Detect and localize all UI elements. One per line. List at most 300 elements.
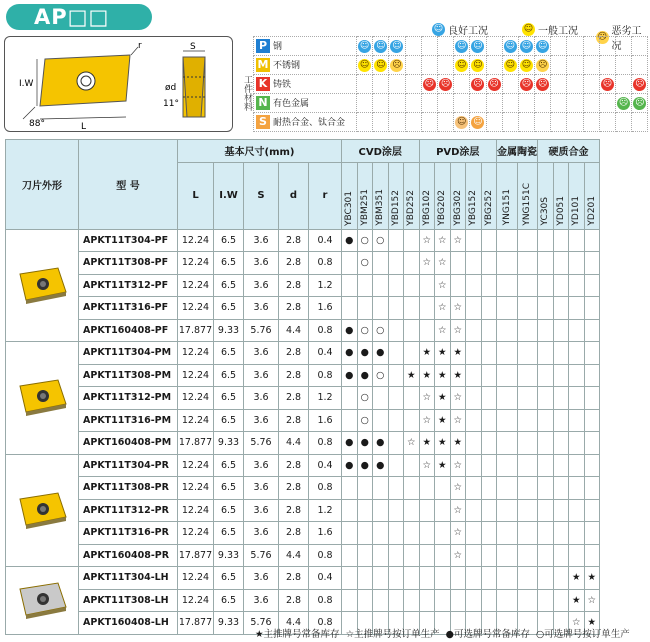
material-condition-cell: [502, 37, 518, 56]
grade-mark-cell: ★: [435, 432, 451, 455]
grade-mark-cell: [553, 477, 569, 500]
material-row: [254, 94, 648, 113]
l-label: L: [81, 122, 87, 132]
material-condition-cell: [567, 113, 583, 132]
dim-header: S: [244, 162, 279, 229]
dim-cell: 2.8: [279, 499, 309, 522]
grade-mark-cell: [388, 297, 404, 320]
model-cell: APKT11T316-PR: [79, 522, 178, 545]
grade-mark-cell: ☆: [435, 274, 451, 297]
material-letter: P: [256, 39, 270, 53]
lw-label: I.W: [19, 79, 34, 89]
grade-mark-cell: [388, 454, 404, 477]
grade-mark-cell: [466, 319, 482, 342]
grade-mark-cell: [388, 364, 404, 387]
grade-mark-cell: [404, 454, 420, 477]
grade-mark-cell: [388, 387, 404, 410]
grade-mark-cell: [357, 274, 373, 297]
good-condition-icon: ☺: [359, 40, 370, 51]
grade-mark-cell: ○: [373, 319, 389, 342]
grade-label: YD201: [586, 195, 597, 226]
grade-mark-cell: [497, 274, 518, 297]
dim-cell: 3.6: [244, 477, 279, 500]
shape-header: 刀片外形: [6, 140, 79, 230]
material-condition-cell: [535, 94, 551, 113]
table-row: [6, 342, 600, 365]
grade-mark-cell: [373, 589, 389, 612]
grade-mark-cell: [466, 342, 482, 365]
material-name: 有色金属: [273, 98, 310, 109]
table-row: [6, 274, 600, 297]
grade-mark-cell: [388, 499, 404, 522]
material-condition-cell: [357, 56, 373, 75]
grade-mark-cell: [404, 274, 420, 297]
bad-condition-icon: ☹: [392, 59, 402, 70]
angle-11-label: 11°: [163, 99, 179, 109]
grade-mark-cell: [481, 252, 497, 275]
grade-mark-cell: [538, 477, 554, 500]
grade-mark-cell: [553, 544, 569, 567]
material-condition-cell: [486, 113, 502, 132]
material-condition-cell: [567, 56, 583, 75]
material-condition-cell: [518, 94, 534, 113]
dim-cell: 12.24: [178, 409, 214, 432]
grade-mark-cell: [373, 567, 389, 590]
material-condition-cell: [437, 56, 453, 75]
grade-header: [388, 162, 404, 229]
grade-mark-cell: [357, 477, 373, 500]
dim-cell: 0.4: [309, 567, 342, 590]
grade-mark-cell: ★: [419, 342, 435, 365]
dim-cell: 17.877: [178, 319, 214, 342]
grade-mark-cell: [569, 229, 585, 252]
dim-cell: 2.8: [279, 409, 309, 432]
material-condition-cell: [518, 56, 534, 75]
grade-mark-cell: [450, 589, 466, 612]
grade-header: [419, 162, 435, 229]
grade-mark-cell: [419, 522, 435, 545]
grade-mark-cell: [357, 544, 373, 567]
grade-mark-cell: ★: [584, 567, 600, 590]
grade-mark-cell: ☆: [450, 522, 466, 545]
material-condition-cell: [470, 94, 486, 113]
insert-grade-table: [5, 139, 600, 635]
grade-mark-cell: [497, 252, 518, 275]
material-name: 不锈钢: [273, 60, 301, 71]
insert-shape-cell: [6, 229, 79, 342]
material-condition-cell: [535, 113, 551, 132]
bad-condition-icon: ☹: [537, 59, 548, 70]
dim-header: L: [178, 162, 214, 229]
grade-mark-cell: ●: [373, 432, 389, 455]
bad-condition-icon: ☹: [635, 97, 645, 108]
grade-mark-cell: [388, 229, 404, 252]
grade-mark-cell: [569, 274, 585, 297]
grade-mark-cell: ☆: [435, 319, 451, 342]
grade-mark-cell: ☆: [435, 297, 451, 320]
dim-header: I.W: [214, 162, 244, 229]
grade-mark-cell: [404, 589, 420, 612]
grade-mark-cell: [538, 252, 554, 275]
grade-mark-cell: ●: [342, 454, 358, 477]
grade-mark-cell: [553, 364, 569, 387]
grade-label: YBD152: [390, 189, 401, 226]
material-condition-cell: [405, 75, 421, 94]
grade-mark-cell: [481, 477, 497, 500]
material-condition-cell: [535, 75, 551, 94]
material-label: [254, 94, 357, 113]
dim-cell: 6.5: [214, 477, 244, 500]
material-row: [254, 113, 648, 132]
model-cell: APKT11T308-PR: [79, 477, 178, 500]
dim-cell: 12.24: [178, 229, 214, 252]
dim-cell: 1.6: [309, 297, 342, 320]
material-condition-cell: [373, 94, 389, 113]
grade-mark-cell: [553, 567, 569, 590]
grade-mark-cell: [517, 297, 538, 320]
good-condition-icon: ☺: [505, 40, 515, 51]
grade-mark-cell: [404, 567, 420, 590]
dim-cell: 2.8: [279, 387, 309, 410]
grade-mark-cell: [497, 544, 518, 567]
grade-mark-cell: ●: [357, 432, 373, 455]
dim-header: r: [309, 162, 342, 229]
grade-mark-cell: [357, 589, 373, 612]
grade-mark-cell: [538, 342, 554, 365]
grade-mark-cell: [553, 297, 569, 320]
page-title: AP□□: [6, 4, 152, 30]
grade-mark-cell: [466, 364, 482, 387]
model-cell: APKT160408-PF: [79, 319, 178, 342]
grade-mark-cell: [342, 567, 358, 590]
dim-cell: 6.5: [214, 274, 244, 297]
dim-cell: 4.4: [279, 319, 309, 342]
material-condition-cell: [518, 75, 534, 94]
dim-cell: 6.5: [214, 252, 244, 275]
grade-mark-cell: [517, 387, 538, 410]
grade-mark-cell: ●: [342, 229, 358, 252]
grade-mark-cell: [435, 477, 451, 500]
dim-cell: 4.4: [279, 432, 309, 455]
grade-mark-cell: [517, 454, 538, 477]
grade-mark-cell: [569, 364, 585, 387]
material-condition-cell: [567, 94, 583, 113]
grade-mark-cell: [569, 342, 585, 365]
good-condition-icon: ☺: [473, 40, 483, 51]
grade-mark-cell: [584, 319, 600, 342]
good-condition-icon: ☺: [473, 116, 483, 127]
dim-cell: 0.8: [309, 432, 342, 455]
dim-cell: 3.6: [244, 387, 279, 410]
grade-mark-cell: [466, 589, 482, 612]
table-row: [6, 319, 600, 342]
grade-mark-cell: [538, 589, 554, 612]
grade-mark-cell: [553, 229, 569, 252]
grade-mark-cell: [435, 567, 451, 590]
grade-mark-cell: [481, 297, 497, 320]
grade-mark-cell: ○: [357, 409, 373, 432]
grade-mark-cell: [569, 409, 585, 432]
dim-cell: 2.8: [279, 477, 309, 500]
dim-cell: 5.76: [244, 432, 279, 455]
material-condition-cell: [454, 75, 470, 94]
bad-condition-icon: ☹: [473, 78, 483, 89]
grade-mark-cell: [419, 297, 435, 320]
dim-cell: 1.6: [309, 409, 342, 432]
grade-mark-cell: [553, 454, 569, 477]
material-row: [254, 37, 648, 56]
grade-mark-cell: [481, 387, 497, 410]
insert-shape-cell: [6, 454, 79, 567]
grade-mark-cell: [404, 252, 420, 275]
material-condition-cell: [389, 113, 405, 132]
table-row: [6, 567, 600, 590]
cermet-header: 金属陶瓷: [497, 140, 538, 163]
grade-mark-cell: [517, 567, 538, 590]
grade-mark-cell: [450, 567, 466, 590]
grade-mark-cell: [517, 342, 538, 365]
grade-header: [357, 162, 373, 229]
dim-cell: 17.877: [178, 432, 214, 455]
dim-cell: 0.8: [309, 477, 342, 500]
model-cell: APKT11T312-PM: [79, 387, 178, 410]
grade-mark-cell: [466, 477, 482, 500]
grade-label: YD101: [571, 195, 582, 226]
material-condition-cell: [599, 113, 615, 132]
dim-cell: 6.5: [214, 567, 244, 590]
grade-mark-cell: [388, 319, 404, 342]
dim-cell: 6.5: [214, 387, 244, 410]
grade-mark-cell: [342, 252, 358, 275]
material-condition-cell: [551, 113, 567, 132]
grade-mark-cell: ★: [450, 364, 466, 387]
model-header: 型 号: [79, 140, 178, 230]
grade-mark-cell: [342, 409, 358, 432]
grade-mark-cell: [419, 589, 435, 612]
grade-mark-cell: [466, 297, 482, 320]
material-condition-cell: [421, 113, 437, 132]
grade-mark-cell: [584, 274, 600, 297]
dim-cell: 12.24: [178, 252, 214, 275]
good-condition-icon: ☺: [376, 40, 386, 51]
dim-cell: 1.6: [309, 522, 342, 545]
grade-label: YD051: [555, 195, 566, 226]
bad-condition-icon: ☹: [521, 78, 532, 89]
grade-mark-cell: ☆: [419, 454, 435, 477]
material-letter: M: [257, 58, 269, 72]
grade-mark-cell: [553, 252, 569, 275]
material-condition-cell: [502, 94, 518, 113]
material-label: [254, 37, 357, 56]
grade-mark-cell: [373, 297, 389, 320]
dim-cell: 5.76: [244, 612, 279, 635]
grade-mark-cell: [569, 544, 585, 567]
bad-condition-icon: ☹: [489, 78, 499, 89]
grade-mark-cell: [553, 342, 569, 365]
grade-mark-cell: [481, 274, 497, 297]
dim-cell: 3.6: [244, 297, 279, 320]
grade-mark-cell: [373, 252, 389, 275]
grade-mark-cell: [569, 297, 585, 320]
grade-mark-cell: [584, 432, 600, 455]
grade-mark-cell: [404, 409, 420, 432]
grade-mark-cell: [517, 432, 538, 455]
grade-mark-cell: [357, 297, 373, 320]
dim-cell: 3.6: [244, 252, 279, 275]
table-row: [6, 364, 600, 387]
table-row: [6, 589, 600, 612]
material-name: 耐热合金、钛合金: [273, 117, 346, 128]
material-condition-cell: [599, 37, 615, 56]
dim-cell: 3.6: [244, 229, 279, 252]
grade-mark-cell: [497, 454, 518, 477]
grade-mark-cell: [584, 409, 600, 432]
grade-mark-cell: [538, 387, 554, 410]
insert-image: [14, 487, 70, 531]
grade-mark-cell: [584, 342, 600, 365]
grade-mark-cell: [388, 432, 404, 455]
grade-mark-cell: ★: [435, 409, 451, 432]
grade-mark-cell: [538, 229, 554, 252]
grade-mark-cell: [497, 319, 518, 342]
grade-mark-cell: [553, 409, 569, 432]
grade-mark-cell: [388, 409, 404, 432]
grade-mark-cell: ★: [450, 432, 466, 455]
dim-cell: 12.24: [178, 342, 214, 365]
grade-mark-cell: [538, 319, 554, 342]
grade-mark-cell: ☆: [450, 454, 466, 477]
dim-cell: 0.8: [309, 544, 342, 567]
grade-mark-cell: [466, 274, 482, 297]
bad-condition-icon: ☹: [602, 78, 613, 89]
grade-mark-cell: ★: [435, 454, 451, 477]
grade-mark-cell: [553, 387, 569, 410]
grade-mark-cell: [553, 522, 569, 545]
dim-cell: 2.8: [279, 364, 309, 387]
grade-mark-cell: [538, 274, 554, 297]
material-condition-cell: [470, 37, 486, 56]
material-condition-cell: [567, 37, 583, 56]
grade-mark-cell: [481, 567, 497, 590]
material-condition-cell: [389, 75, 405, 94]
model-cell: APKT11T316-PM: [79, 409, 178, 432]
material-condition-cell: [599, 94, 615, 113]
material-condition-cell: [454, 37, 470, 56]
grade-mark-cell: [517, 229, 538, 252]
grade-mark-cell: [342, 589, 358, 612]
grade-mark-cell: [373, 477, 389, 500]
material-letter: S: [256, 115, 270, 129]
dim-cell: 6.5: [214, 589, 244, 612]
insert-shape-cell: [6, 342, 79, 455]
dim-cell: 3.6: [244, 364, 279, 387]
dim-cell: 12.24: [178, 477, 214, 500]
dim-cell: 12.24: [178, 589, 214, 612]
grade-mark-cell: ☆: [404, 432, 420, 455]
grade-mark-cell: [584, 499, 600, 522]
dim-cell: 1.2: [309, 274, 342, 297]
good-condition-icon: ☺: [433, 24, 444, 34]
table-row: [6, 409, 600, 432]
grade-mark-cell: ○: [357, 387, 373, 410]
grade-mark-cell: ★: [569, 589, 585, 612]
grade-mark-cell: [538, 522, 554, 545]
grade-mark-cell: ★: [404, 364, 420, 387]
material-condition-cell: [405, 113, 421, 132]
bad-condition-icon: ☹: [597, 31, 607, 42]
grade-mark-cell: [388, 477, 404, 500]
material-condition-cell: [357, 75, 373, 94]
grade-label: YBG202: [437, 189, 448, 226]
angle-88-label: 88°: [29, 119, 45, 129]
grade-mark-cell: [481, 432, 497, 455]
grade-mark-cell: [419, 319, 435, 342]
grade-mark-cell: ★: [419, 432, 435, 455]
insert-image: [14, 262, 70, 306]
grade-mark-cell: [497, 432, 518, 455]
table-row: [6, 229, 600, 252]
dim-cell: 12.24: [178, 297, 214, 320]
footer-item: ○可选牌号按订单生产: [536, 629, 630, 640]
table-row: [6, 544, 600, 567]
material-condition-cell: [437, 113, 453, 132]
material-condition-cell: [616, 75, 632, 94]
material-condition-cell: [454, 56, 470, 75]
bad-condition-icon: ☹: [618, 97, 629, 108]
grade-label: YBG302: [452, 189, 463, 226]
grade-mark-cell: [342, 522, 358, 545]
material-condition-cell: [567, 75, 583, 94]
dim-cell: 3.6: [244, 589, 279, 612]
workpiece-material-table: [253, 36, 648, 132]
material-condition-cell: [357, 94, 373, 113]
grade-mark-cell: [388, 252, 404, 275]
grade-mark-cell: ☆: [450, 544, 466, 567]
dim-cell: 2.8: [279, 274, 309, 297]
dim-cell: 12.24: [178, 454, 214, 477]
grade-header: [538, 162, 554, 229]
grade-mark-cell: [497, 409, 518, 432]
grade-mark-cell: [342, 499, 358, 522]
table-row: [6, 477, 600, 500]
dim-cell: 9.33: [214, 544, 244, 567]
grade-mark-cell: ●: [342, 364, 358, 387]
dim-cell: 3.6: [244, 274, 279, 297]
material-condition-cell: [357, 37, 373, 56]
grade-mark-cell: [584, 522, 600, 545]
model-cell: APKT11T308-PM: [79, 364, 178, 387]
grade-mark-cell: [435, 589, 451, 612]
material-condition-cell: [551, 37, 567, 56]
r-label: r: [138, 41, 142, 51]
table-row: [6, 297, 600, 320]
dim-cell: 0.8: [309, 589, 342, 612]
dim-cell: 2.8: [279, 454, 309, 477]
dim-cell: 6.5: [214, 409, 244, 432]
dim-cell: 12.24: [178, 387, 214, 410]
grade-mark-cell: [404, 544, 420, 567]
grade-header: [517, 162, 538, 229]
grade-mark-cell: ☆: [450, 229, 466, 252]
grade-mark-cell: [419, 274, 435, 297]
dim-cell: 0.8: [309, 319, 342, 342]
material-condition-cell: [518, 113, 534, 132]
material-condition-cell: [357, 113, 373, 132]
grade-mark-cell: [569, 499, 585, 522]
d-label: ød: [165, 83, 177, 93]
good-condition-icon: ☺: [359, 59, 370, 70]
grade-mark-cell: [517, 319, 538, 342]
